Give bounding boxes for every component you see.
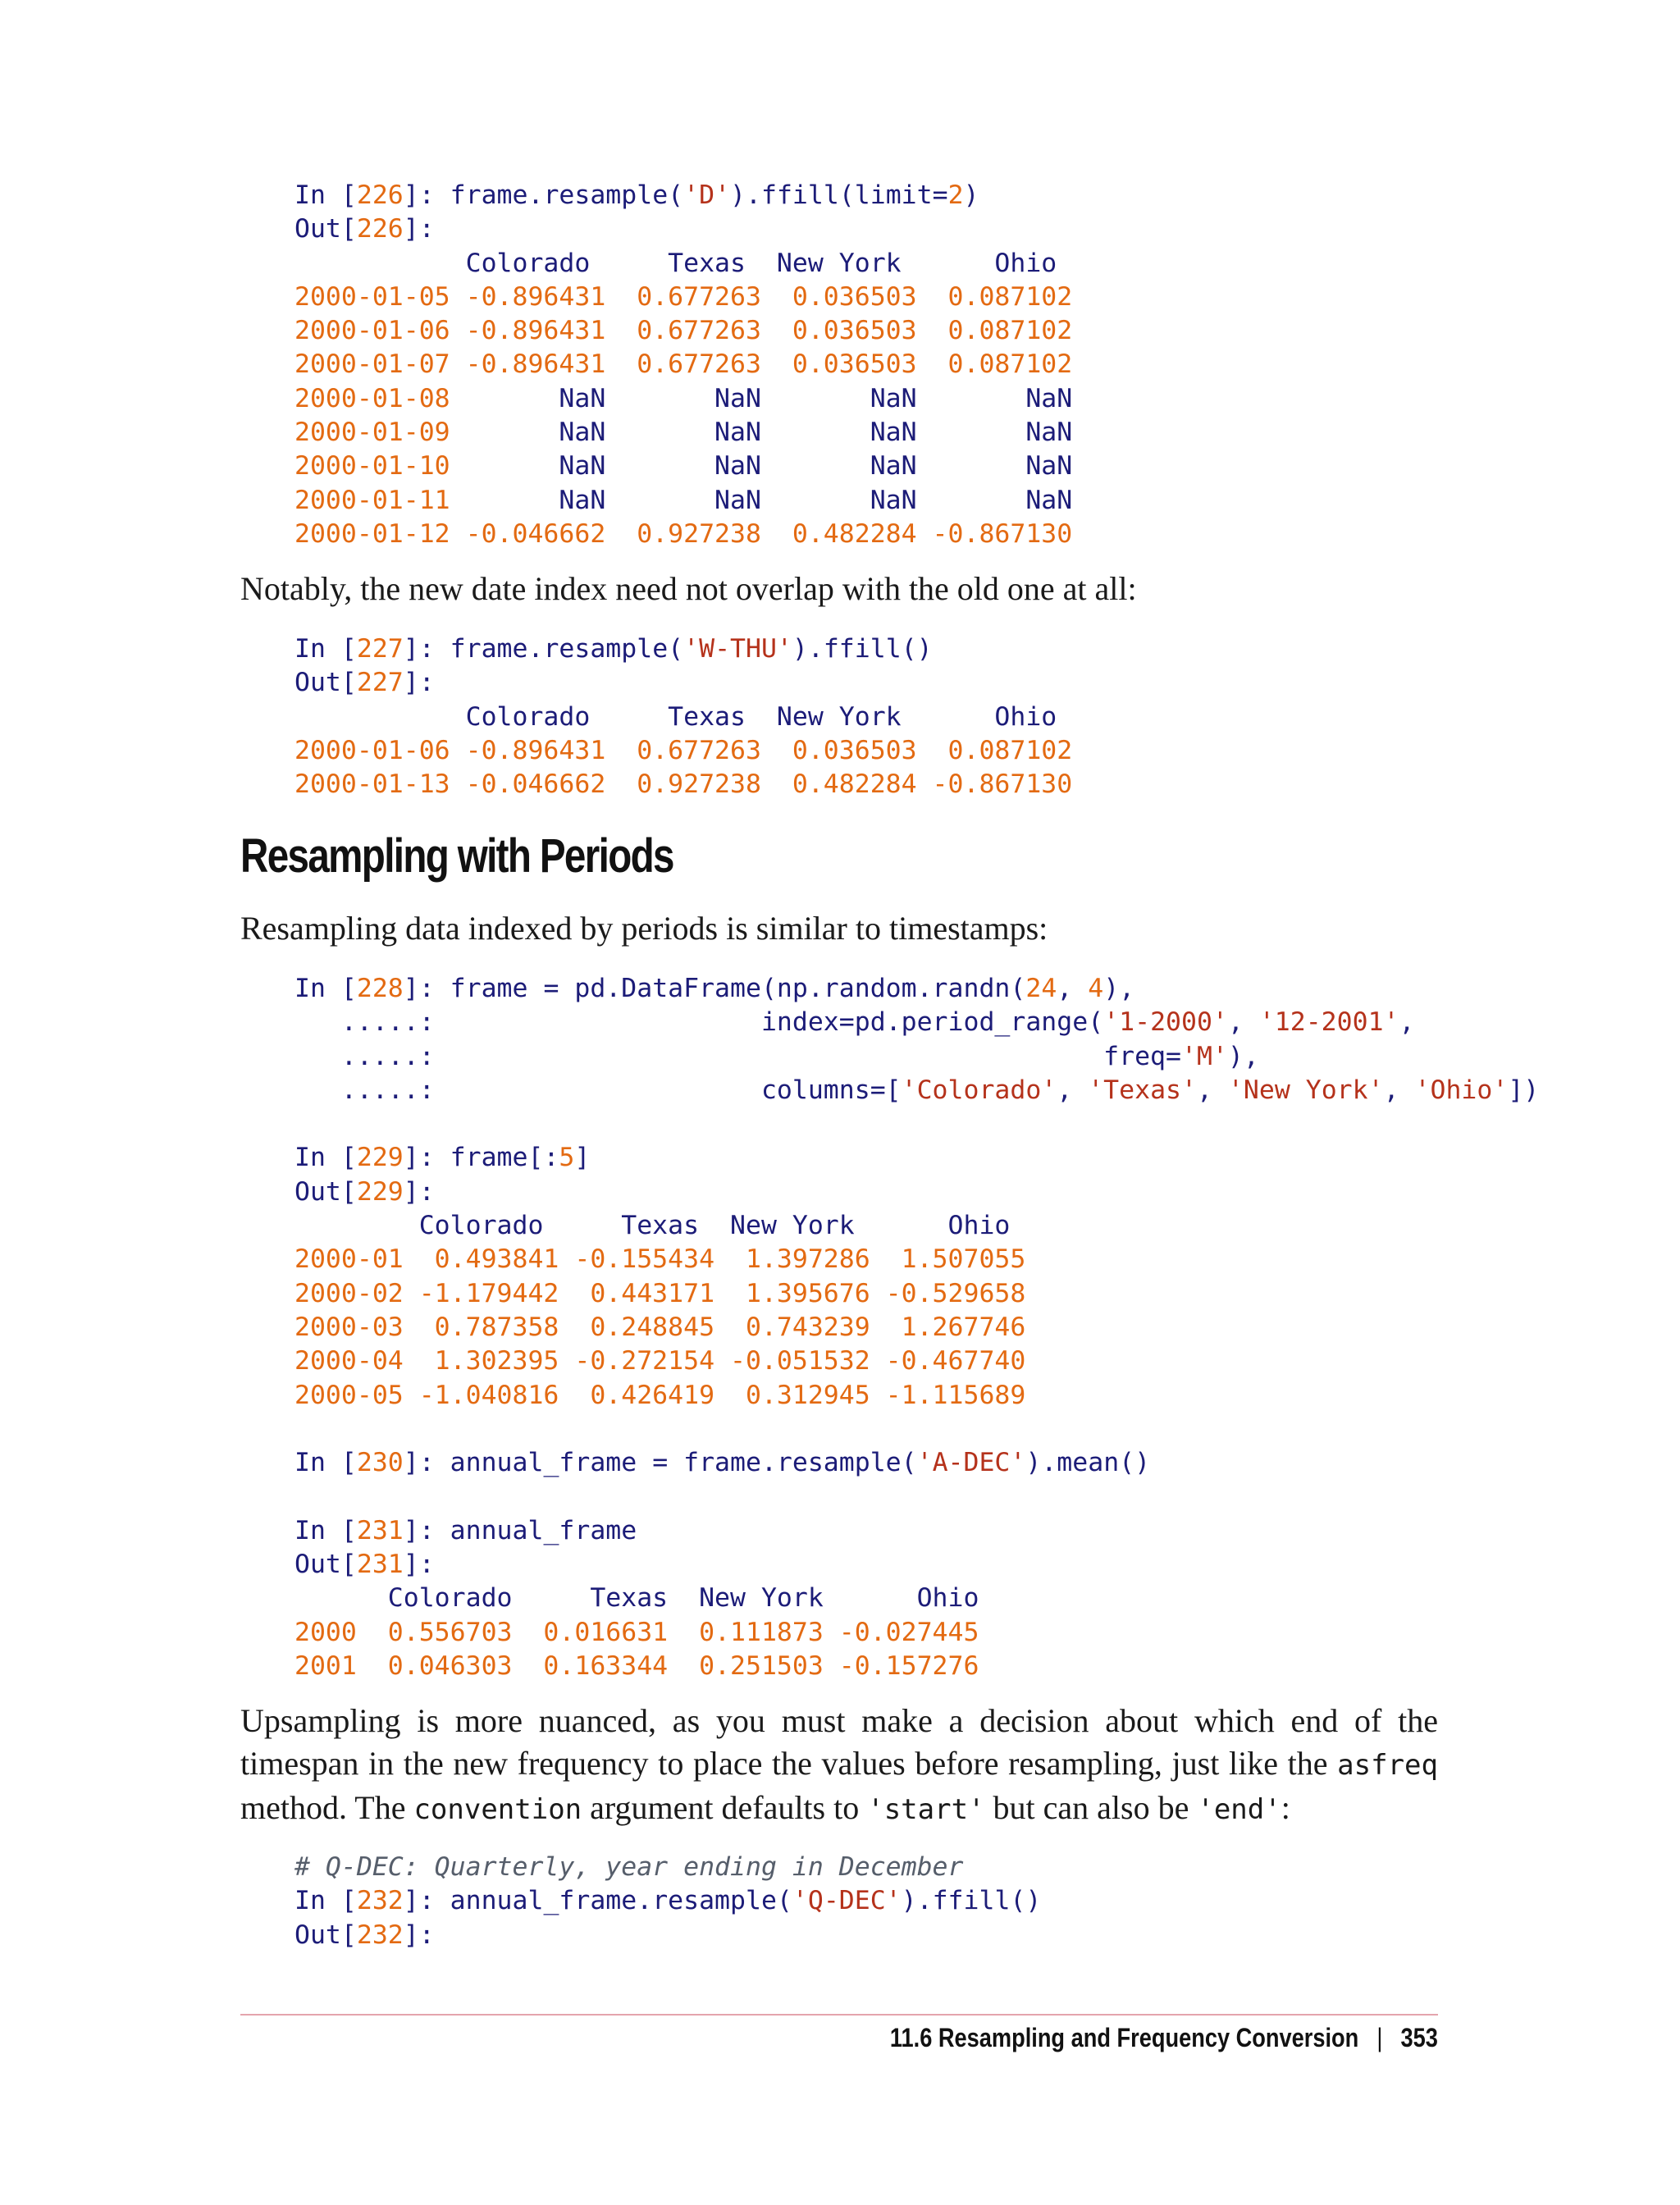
section-heading: Resampling with Periods — [240, 829, 673, 883]
code-token: Out[ — [294, 214, 357, 244]
text: argument defaults to — [582, 1789, 868, 1826]
code-token: .....: freq= — [294, 1041, 1181, 1071]
footer-separator: | — [1376, 2023, 1383, 2052]
inline-code-end: 'end' — [1197, 1793, 1281, 1826]
code-token: ).ffill() — [901, 1886, 1042, 1916]
code-line — [294, 668, 435, 697]
code-line — [294, 1381, 1025, 1410]
code-line — [294, 736, 1072, 765]
code-token: 5 — [559, 1143, 575, 1173]
code-token: ]: annual_frame.resample( — [403, 1886, 792, 1916]
code-token: NaN NaN NaN NaN — [450, 383, 1073, 413]
code-token: 229 — [356, 1143, 404, 1173]
code-line — [294, 1007, 1414, 1037]
paragraph-date-index-overlap: Notably, the new date index need not overlap with the old one at all: — [240, 570, 1137, 607]
paragraph-resampling-periods: Resampling data indexed by periods is similar to timestamps: — [240, 910, 1048, 947]
code-token: 2000-03 0.787358 0.248845 0.743239 1.267746 — [294, 1312, 1026, 1342]
code-line — [294, 702, 1057, 732]
code-line — [294, 1244, 1025, 1274]
code-line — [294, 1583, 979, 1613]
code-token: ]: frame.resample( — [403, 634, 684, 664]
code-token: In [ — [294, 1448, 357, 1478]
code-token: 2000-01-11 — [294, 485, 450, 515]
code-token: 226 — [356, 214, 404, 244]
code-line — [294, 316, 1072, 345]
code-line — [294, 1279, 1025, 1308]
code-token: 'Ohio' — [1414, 1075, 1509, 1105]
code-line — [294, 249, 1057, 278]
code-line — [294, 1618, 979, 1647]
code-token: 228 — [356, 974, 404, 1003]
code-token: ]: frame = pd.DataFrame(np.random.randn( — [403, 974, 1026, 1003]
code-token: ]: annual_frame — [403, 1515, 637, 1545]
code-line — [294, 1312, 1025, 1342]
footer-rule — [240, 2014, 1438, 2016]
code-token: In [ — [294, 974, 357, 1003]
code-token: Out[ — [294, 668, 357, 698]
code-token: 'Texas' — [1088, 1075, 1197, 1105]
code-token: Colorado Texas New York Ohio — [294, 1583, 979, 1614]
code-token: In [ — [294, 180, 357, 210]
code-token: 4 — [1088, 974, 1104, 1003]
code-line — [294, 1143, 590, 1172]
code-line — [294, 1042, 1259, 1071]
code-token: 2000-01-10 — [294, 451, 450, 482]
code-token: Colorado Texas New York Ohio — [294, 248, 1057, 278]
code-token: Out[ — [294, 1920, 357, 1950]
code-line — [294, 519, 1072, 549]
code-token: ]: — [403, 214, 435, 244]
code-token: 'D' — [683, 180, 731, 210]
code-token: 2 — [947, 180, 964, 210]
code-token: , — [1196, 1075, 1228, 1105]
paragraph-upsampling — [240, 1700, 1438, 1831]
code-token: '1-2000' — [1103, 1007, 1228, 1038]
code-line — [294, 1177, 435, 1207]
code-token: NaN NaN NaN NaN — [450, 418, 1073, 448]
code-token: 'M' — [1180, 1041, 1228, 1071]
code-token: ]: frame.resample( — [403, 180, 684, 210]
code-token: 2001 0.046303 0.163344 0.251503 -0.157276 — [294, 1650, 979, 1681]
code-line — [294, 418, 1072, 447]
code-line — [294, 349, 1072, 379]
code-line — [294, 1516, 637, 1545]
code-block-resample-weekly — [294, 632, 1072, 801]
code-token: ]) — [1508, 1075, 1540, 1105]
code-token: 227 — [356, 634, 404, 664]
inline-code-start: 'start' — [867, 1793, 985, 1826]
code-token: 231 — [356, 1550, 404, 1580]
code-line — [294, 1886, 1041, 1915]
code-token: 2000-01-05 -0.896431 0.677263 0.036503 0.087102 — [294, 281, 1073, 312]
inline-code-convention: convention — [413, 1793, 582, 1826]
text: : — [1281, 1789, 1290, 1826]
code-token: 230 — [356, 1448, 404, 1478]
code-token: ]: — [403, 1920, 435, 1950]
code-token: 'A-DEC' — [916, 1448, 1026, 1478]
code-line — [294, 1651, 979, 1681]
code-token: 2000-01-09 — [294, 418, 450, 448]
code-token: ] — [574, 1143, 591, 1173]
code-token: 2000-02 -1.179442 0.443171 1.395676 -0.529658 — [294, 1278, 1026, 1308]
code-token: ]: — [403, 1550, 435, 1580]
code-token: 2000 0.556703 0.016631 0.111873 -0.027445 — [294, 1617, 979, 1647]
code-line — [294, 1211, 1010, 1240]
code-token: 'New York' — [1227, 1075, 1384, 1105]
code-token: # Q-DEC: Quarterly, year ending in December — [294, 1852, 964, 1882]
code-token: 2000-01-07 -0.896431 0.677263 0.036503 0.087102 — [294, 349, 1073, 380]
code-token: 2000-04 1.302395 -0.272154 -0.051532 -0.467740 — [294, 1346, 1026, 1376]
code-line — [294, 1346, 1025, 1376]
code-token: , — [1227, 1007, 1259, 1038]
code-token: NaN NaN NaN NaN — [450, 485, 1073, 515]
text: but can also be — [984, 1789, 1198, 1826]
code-token: 2000-05 -1.040816 0.426419 0.312945 -1.115689 — [294, 1380, 1026, 1410]
code-token: 232 — [356, 1920, 404, 1950]
page-number: 353 — [1400, 2023, 1438, 2052]
code-token: 226 — [356, 180, 404, 210]
code-token: 2000-01-08 — [294, 383, 450, 413]
code-token: , — [1399, 1007, 1415, 1038]
code-token: 'Colorado' — [901, 1075, 1057, 1105]
code-token: Colorado Texas New York Ohio — [294, 701, 1057, 732]
code-token: Out[ — [294, 1176, 357, 1207]
code-block-resample-daily — [294, 179, 1072, 551]
code-line — [294, 451, 1072, 481]
code-token: In [ — [294, 1515, 357, 1545]
footer-section-title: 11.6 Resampling and Frequency Conversion — [889, 2023, 1359, 2052]
code-token: ]: frame[: — [403, 1143, 559, 1173]
code-token: In [ — [294, 634, 357, 664]
code-token: ), — [1103, 974, 1135, 1003]
code-token: Colorado Texas New York Ohio — [294, 1211, 1011, 1241]
code-token: 232 — [356, 1886, 404, 1916]
code-token: ]: — [403, 668, 435, 698]
code-line — [294, 282, 1072, 312]
code-token: '12-2001' — [1258, 1007, 1399, 1038]
code-token: 2000-01-13 -0.046662 0.927238 0.482284 -0.867130 — [294, 769, 1073, 800]
code-line — [294, 1448, 1150, 1477]
code-token: Out[ — [294, 1550, 357, 1580]
code-block-quarterly — [294, 1851, 1041, 1952]
code-line — [294, 634, 933, 664]
code-token: NaN NaN NaN NaN — [450, 451, 1073, 482]
code-line — [294, 1075, 1539, 1105]
code-token: 227 — [356, 668, 404, 698]
code-token: 2000-01-12 -0.046662 0.927238 0.482284 -0.867130 — [294, 518, 1073, 549]
code-token: ) — [963, 180, 979, 210]
code-token: ).ffill() — [792, 634, 933, 664]
code-token: ), — [1227, 1041, 1259, 1071]
code-token: 2000-01-06 -0.896431 0.677263 0.036503 0.087102 — [294, 316, 1073, 346]
code-token: 229 — [356, 1176, 404, 1207]
code-token: 24 — [1025, 974, 1057, 1003]
page-footer — [890, 2023, 1438, 2053]
code-line — [294, 180, 979, 210]
code-token: ).mean() — [1025, 1448, 1151, 1478]
inline-code-asfreq: asfreq — [1337, 1749, 1438, 1782]
code-token: 231 — [356, 1515, 404, 1545]
code-token: .....: index=pd.period_range( — [294, 1007, 1104, 1038]
text: Upsampling is more nuanced, as you must make a decision about which end of the timespan in the new frequency to place the values before resampling, just like the — [240, 1702, 1438, 1782]
code-token: 'W-THU' — [683, 634, 792, 664]
code-token: , — [1057, 1075, 1089, 1105]
code-line — [294, 1550, 435, 1579]
code-block-period-frame — [294, 972, 1539, 1683]
code-token: ]: annual_frame = frame.resample( — [403, 1448, 917, 1478]
code-token: In [ — [294, 1143, 357, 1173]
code-token: , — [1383, 1075, 1415, 1105]
code-token: In [ — [294, 1886, 357, 1916]
code-token: .....: columns=[ — [294, 1075, 902, 1105]
code-line — [294, 486, 1072, 515]
code-token: ]: — [403, 1176, 435, 1207]
code-token: 2000-01 0.493841 -0.155434 1.397286 1.507055 — [294, 1244, 1026, 1275]
code-line — [294, 974, 1134, 1003]
code-line — [294, 1852, 963, 1882]
code-line — [294, 1920, 435, 1950]
code-token: 'Q-DEC' — [792, 1886, 902, 1916]
code-line — [294, 769, 1072, 799]
code-line — [294, 214, 435, 244]
code-token: ).ffill(limit= — [730, 180, 948, 210]
code-token: 2000-01-06 -0.896431 0.677263 0.036503 0.087102 — [294, 735, 1073, 765]
code-line — [294, 384, 1072, 413]
code-token: , — [1057, 974, 1089, 1003]
text: method. The — [240, 1789, 414, 1826]
